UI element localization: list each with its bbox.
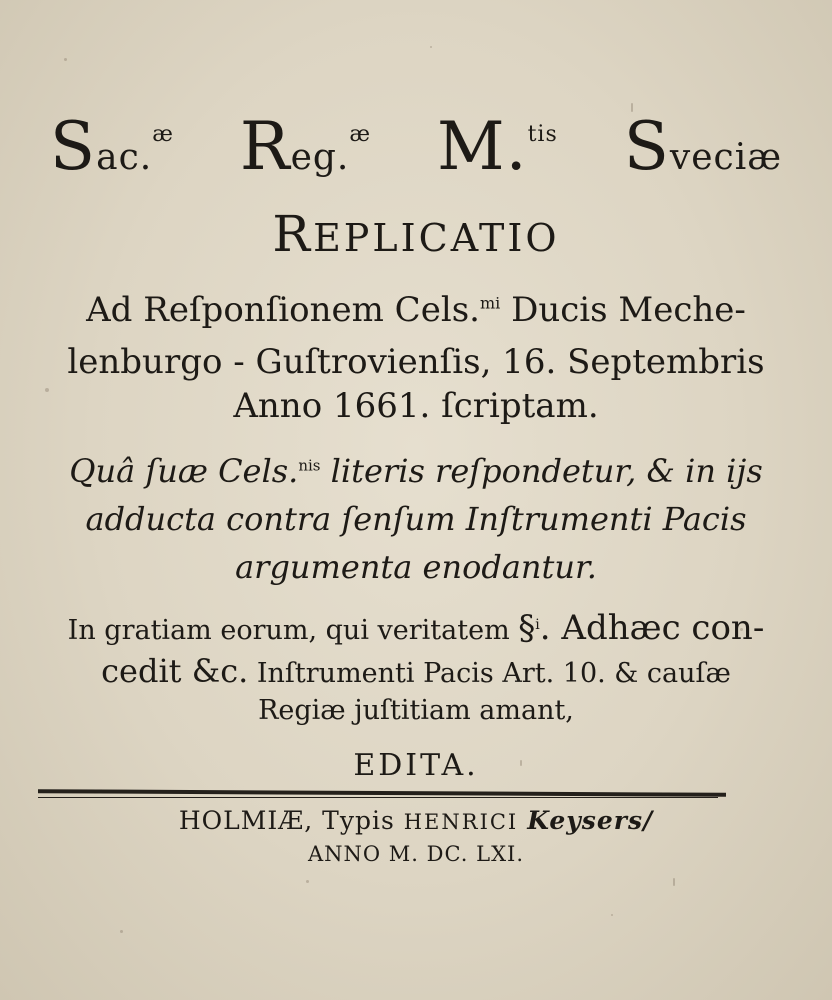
italic-line-3: argumenta enodantur. bbox=[235, 548, 597, 586]
small-line-2: cedit &c. Inſtrumenti Pacis Art. 10. & cauſæ bbox=[101, 652, 731, 690]
small-line-3: Regiæ juſtitiam amant, bbox=[258, 695, 574, 726]
imprint-printer-surname: Keysers/ bbox=[527, 806, 654, 835]
title-sveciae: Sveciæ bbox=[623, 108, 783, 185]
paper-speck bbox=[673, 878, 675, 886]
title-line bbox=[0, 108, 832, 185]
paper-speck bbox=[64, 58, 67, 61]
small-line-1: In gratiam eorum, qui veritatem §$^i$. Adhæc con- bbox=[67, 608, 765, 648]
italic-line-2: adducta contra ſenſum Inſtrumenti Pacis bbox=[85, 500, 747, 538]
horizontal-rule bbox=[38, 789, 726, 797]
paper-speck bbox=[306, 880, 309, 883]
imprint-year: ANNO M. DC. LXI. bbox=[307, 842, 525, 866]
subtitle-line-1: Ad Reſponſionem Cels.$^{mi}$ Ducis Meche- bbox=[86, 290, 746, 330]
imprint-line-1 bbox=[0, 806, 832, 835]
heading-replicatio: REPLICATIO bbox=[272, 205, 560, 263]
subtitle-line-2: lenburgo - Guſtrovienſis, 16. Septembris bbox=[67, 342, 765, 382]
paper-speck bbox=[611, 914, 613, 916]
paper-speck bbox=[430, 46, 432, 48]
title-reg: Reg.$^æ$ bbox=[239, 108, 372, 185]
paper-speck bbox=[120, 930, 123, 933]
title-m: M.$^{tis}$ bbox=[437, 108, 558, 185]
edita-label: EDITA. bbox=[353, 748, 479, 783]
horizontal-rule-thin bbox=[38, 797, 718, 798]
imprint-typis: Typis bbox=[322, 806, 395, 835]
subtitle-line-3: Anno 1661. ſcriptam. bbox=[233, 386, 599, 426]
imprint-place: HOLMIÆ, bbox=[178, 806, 314, 835]
imprint-printer: HENRICI bbox=[403, 810, 519, 834]
title-sac: Sac.$^æ$ bbox=[49, 108, 174, 185]
italic-line-1: Quâ ſuæ Cels.$^{nis}$ literis reſpondetur, & in ijs bbox=[69, 452, 763, 490]
